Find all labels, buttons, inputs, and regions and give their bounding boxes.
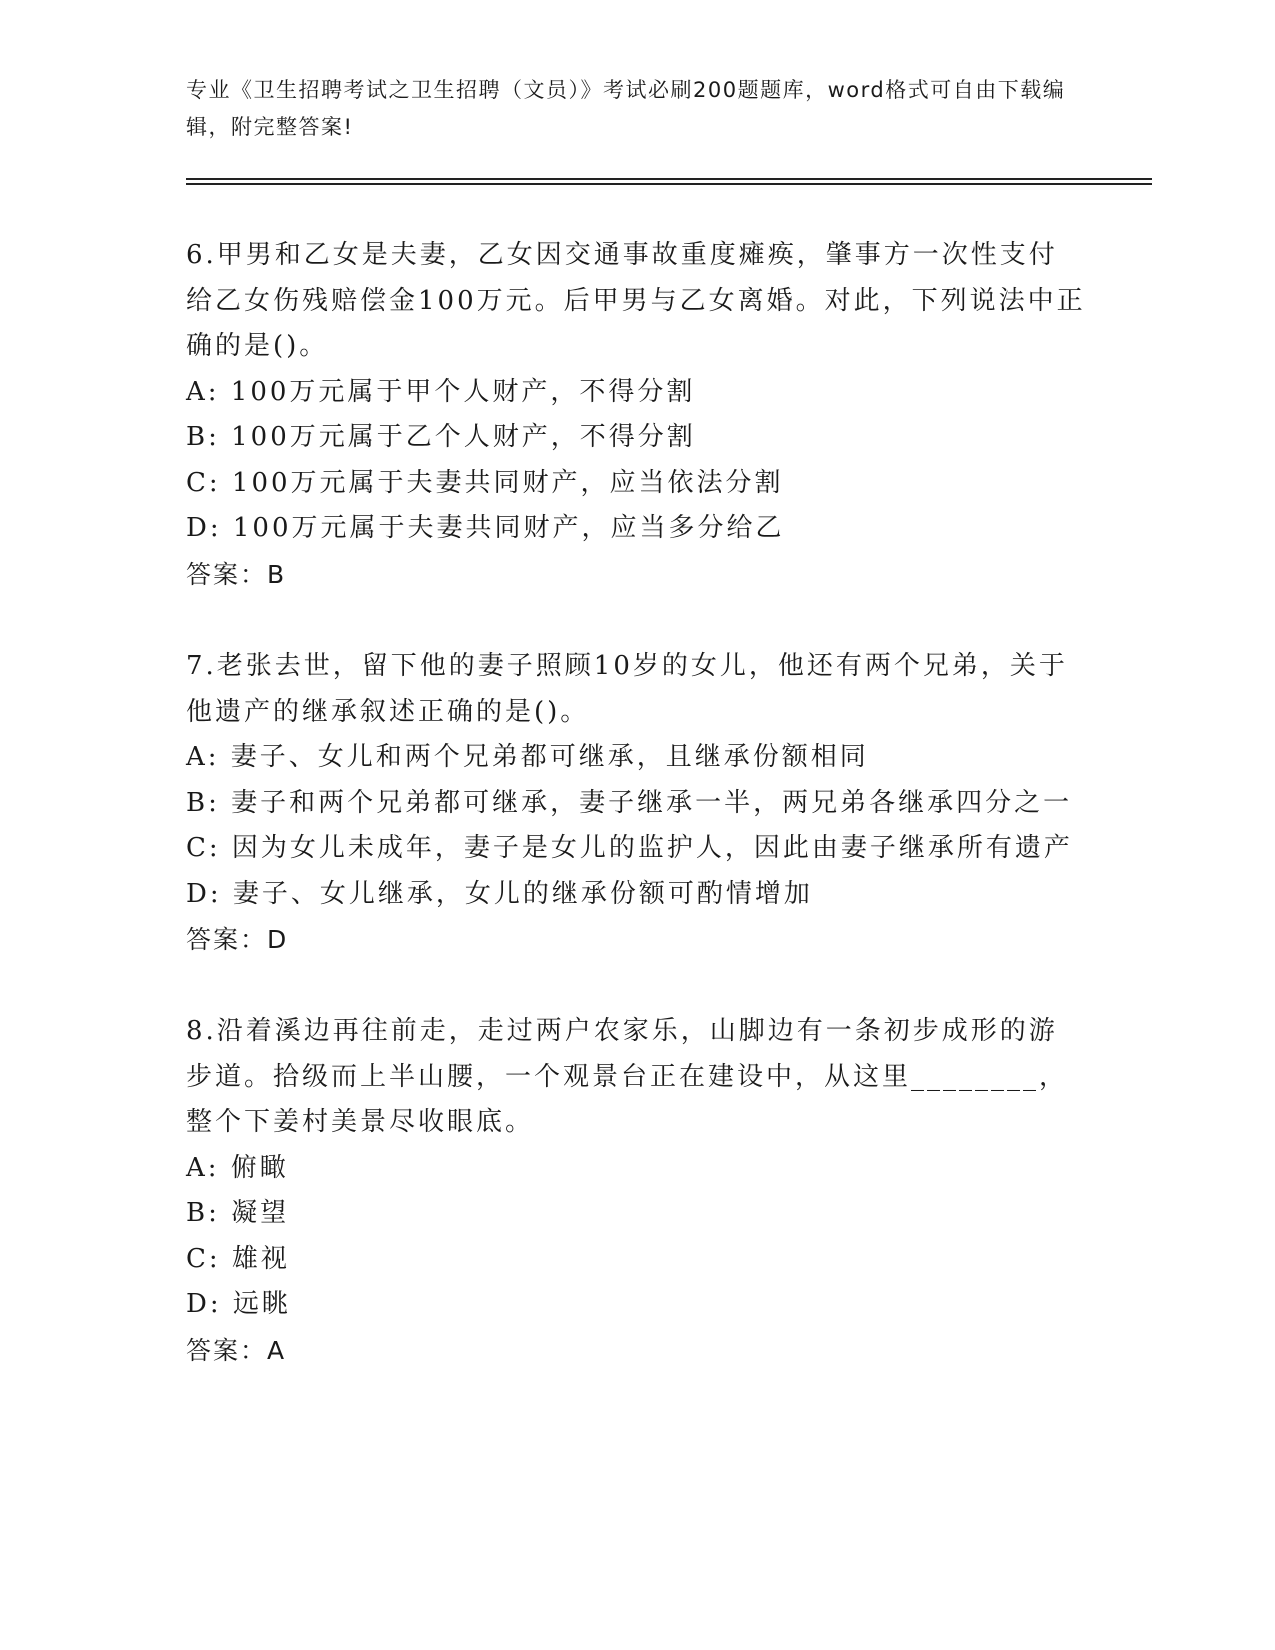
answer: 答案：B [186,559,287,589]
option-c: C: 100万元属于夫妻共同财产，应当依法分割 [186,467,784,498]
option-b: B: 100万元属于乙个人财产，不得分割 [186,422,696,452]
answer: 答案：D [186,925,289,954]
option-d: D: 妻子、女儿继承，女儿的继承份额可酌情增加 [186,878,813,909]
question-stem: 6.甲男和乙女是夫妻，乙女因交通事故重度瘫痪，肇事方一次性支付给乙女伤残赔偿金100万元。后甲男与乙女离婚。对此，下列说法中正确的是()。 [186,240,1086,361]
question-7 [186,644,1086,963]
question-6 [186,233,1086,597]
option-a: A: 妻子、女儿和两个兄弟都可继承，且继承份额相同 [186,742,869,772]
option-a: A: 100万元属于甲个人财产，不得分割 [186,376,696,407]
answer: 答案：A [186,1335,287,1365]
question-8 [186,1009,1086,1373]
question-stem: 8.沿着溪边再往前走，走过两户农家乐，山脚边有一条初步成形的游步道。拾级而上半山腰，一个观景台正在建设中，从这里________，整个下姜村美景尽收眼底。 [186,1016,1069,1137]
header-divider-bottom [186,183,1152,185]
header-intro: 专业《卫生招聘考试之卫生招聘（文员）》考试必刷200题题库，word格式可自由下载编辑，附完整答案! [186,78,1066,139]
question-stem: 7.老张去世，留下他的妻子照顾10岁的女儿，他还有两个兄弟，关于他遗产的继承叙述正确的是()。 [186,651,1068,727]
option-d: D: 100万元属于夫妻共同财产，应当多分给乙 [186,513,785,543]
option-b: B: 凝望 [186,1198,290,1228]
option-c: C: 雄视 [186,1243,290,1274]
option-d: D: 远眺 [186,1289,291,1319]
option-b: B: 妻子和两个兄弟都可继承，妻子继承一半，两兄弟各继承四分之一 [186,787,1073,818]
header-divider-top [186,178,1152,180]
option-a: A: 俯瞰 [186,1152,289,1183]
option-c: C: 因为女儿未成年，妻子是女儿的监护人，因此由妻子继承所有遗产 [186,833,1073,863]
